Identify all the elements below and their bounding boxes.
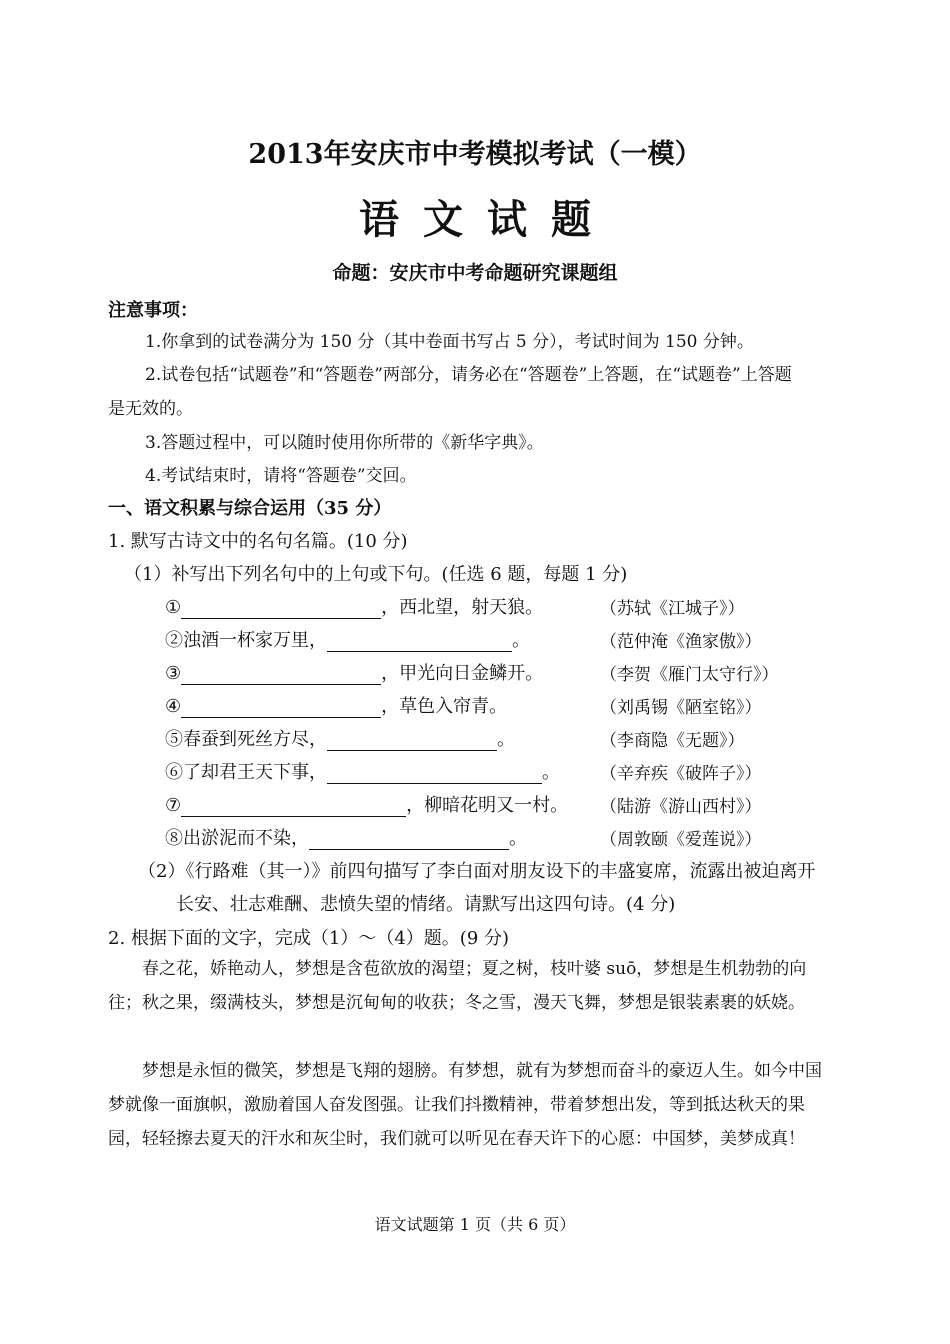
passage-paragraph-2: 梦想是永恒的微笑，梦想是飞翔的翅膀。有梦想，就有为梦想而奋斗的豪迈人生。如今中国梦就像一面旗帜，激励着国人奋发图强。让我们抖擞精神，带着梦想出发，等到抵达秋天的果园，轻轻擦去夏天的汗水和灰尘时，我们就可以听见在春天许下的心愿：中国梦，美梦成真！ [108,1061,822,1149]
fill-line-5 [165,725,515,751]
fill-line-after: 。 [512,630,530,651]
fill-line-after: 。 [509,828,527,849]
fill-line-after: ，甲光向日金鳞开。 [381,663,544,684]
fill-line-1 [165,593,543,619]
answer-blank [327,765,542,784]
notice-item-3: 3.答题过程中，可以随时使用你所带的《新华字典》。 [145,433,544,453]
notice-item-2-line-2: 是无效的。 [108,399,193,419]
answer-blank [181,600,381,619]
fill-line-after: ，柳暗花明又一村。 [406,795,569,816]
fill-line-3 [165,659,543,685]
answer-blank [327,732,497,751]
question-1-part-1: （1）补写出下列名句中的上句或下句。(任选 6 题，每题 1 分) [124,564,628,585]
fill-line-source: （陆游《游山西村》） [600,797,762,817]
answer-blank [181,798,406,817]
fill-line-before: ②浊酒一杯家万里， [165,630,327,651]
notice-heading: 注意事项： [108,300,198,321]
answer-blank [309,831,509,850]
passage-paragraph-1: 春之花，娇艳动人，梦想是含苞欲放的渴望；夏之树，枝叶婆 suō，梦想是生机勃勃的向往；秋之果，缀满枝头，梦想是沉甸甸的收获；冬之雪，漫天飞舞，梦想是银装素裹的妖娆。 [108,959,807,1013]
answer-blank [181,666,381,685]
fill-line-source: （刘禹锡《陋室铭》） [600,698,762,718]
fill-line-before: ⑦ [165,795,182,816]
fill-line-source: （周敦颐《爱莲说》） [600,830,762,850]
question-1-part-2-line-2: 长安、壮志难酬、悲愤失望的情绪。请默写出这四句诗。(4 分) [176,894,676,915]
notice-item-2-line-1: 2.试卷包括“试题卷”和“答题卷”两部分，请务必在“答题卷”上答题，在“试题卷”上答题 [145,365,792,385]
fill-line-after: ，西北望，射天狼。 [381,597,544,618]
fill-line-7 [165,791,568,817]
author-line: 命题：安庆市中考命题研究课题组 [332,262,618,284]
fill-line-8 [165,824,527,850]
fill-line-before: ① [165,597,182,618]
fill-line-source: （苏轼《江城子》） [600,599,745,619]
question-2-stem: 2. 根据下面的文字，完成（1）～（4）题。(9 分) [108,928,510,949]
fill-line-source: （李商隐《无题》） [600,731,745,751]
answer-blank [181,699,381,718]
question-1-part-2-line-1: （2）《行路难（其一）》前四句描写了李白面对朋友设下的丰盛宴席，流露出被迫离开 [138,861,816,882]
fill-line-after: 。 [497,729,515,750]
fill-line-before: ⑤春蚕到死丝方尽， [165,729,327,750]
notice-item-1: 1.你拿到的试卷满分为 150 分（其中卷面书写占 5 分），考试时间为 150 分钟。 [145,332,754,352]
page-footer: 语文试题第 1 页（共 6 页） [374,1215,576,1234]
fill-line-before: ③ [165,663,182,684]
fill-line-source: （范仲淹《渔家傲》） [600,632,762,652]
fill-line-after: 。 [542,762,560,783]
subject-title: 语文试题 [359,196,615,243]
section-1-heading: 一、语文积累与综合运用（35 分） [108,498,392,519]
fill-line-before: ⑥了却君王天下事， [165,762,327,783]
fill-line-2 [165,626,530,652]
exam-title: 2013年安庆市中考模拟考试（一模） [248,139,702,170]
fill-line-before: ⑧出淤泥而不染， [165,828,309,849]
answer-blank [327,633,512,652]
notice-item-4: 4.考试结束时，请将“答题卷”交回。 [145,466,417,486]
fill-line-6 [165,758,560,784]
fill-line-before: ④ [165,696,182,717]
question-1-stem: 1. 默写古诗文中的名句名篇。(10 分) [108,531,408,552]
fill-line-4 [165,692,507,718]
fill-line-source: （辛弃疾《破阵子》） [600,764,762,784]
fill-line-source: （李贺《雁门太守行》） [600,665,779,685]
fill-line-after: ，草色入帘青。 [381,696,508,717]
